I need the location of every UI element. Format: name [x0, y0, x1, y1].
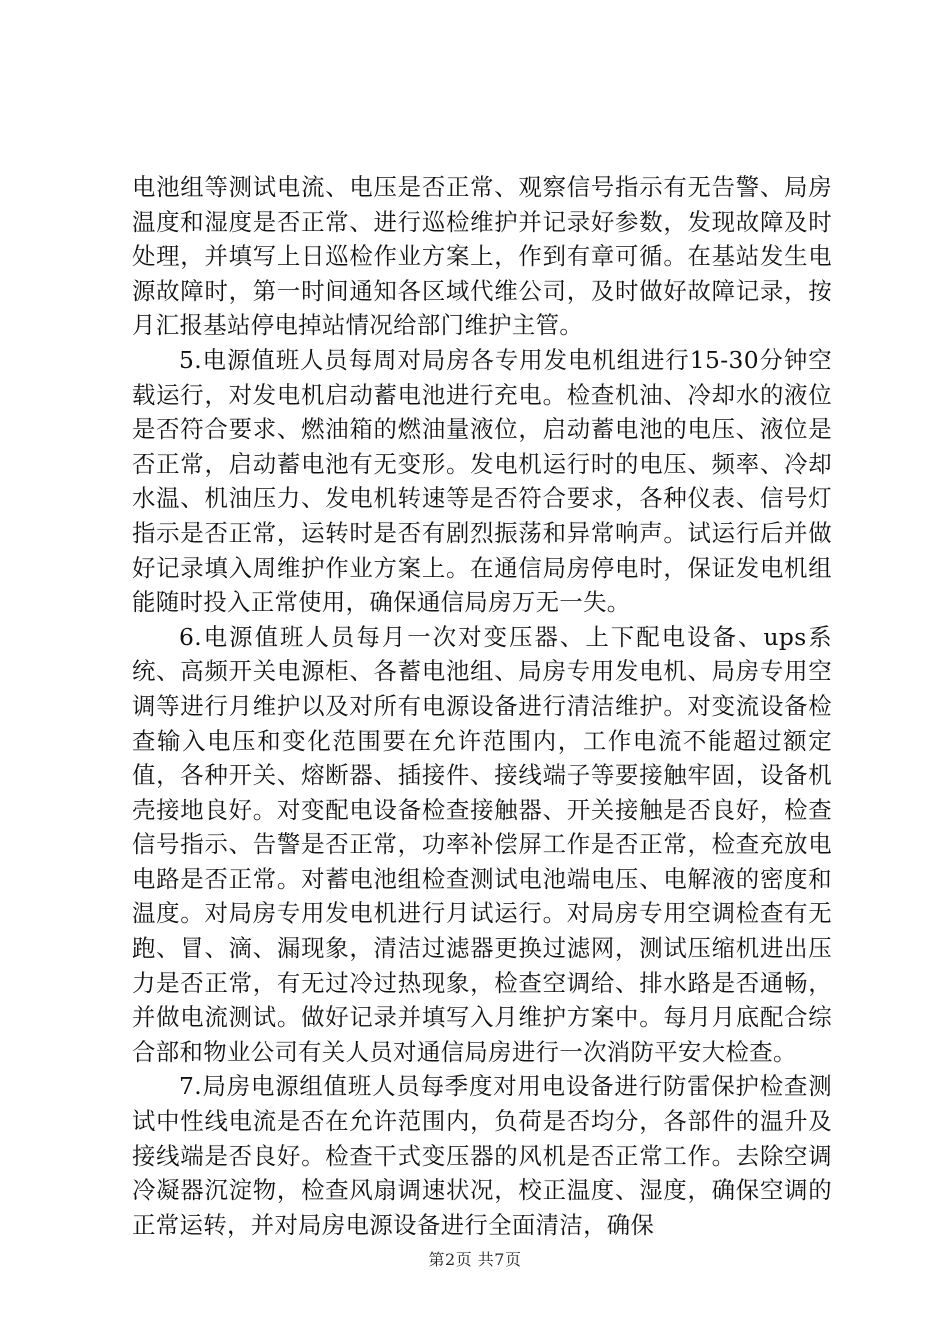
paragraph-item-7: 7.局房电源组值班人员每季度对用电设备进行防雷保护检查测试中性线电流是否在允许范围内，负荷是否均分，各部件的温升及接线端是否良好。检查干式变压器的风机是否正常工作。去除空调冷凝器沉淀物，检查风扇调速状况，校正温度、湿度，确保空调的正常运转，并对局房电源设备进行全面清洁，确保 — [132, 1072, 832, 1239]
paragraph-item-6: 6.电源值班人员每月一次对变压器、上下配电设备、ups系统、高频开关电源柜、各蓄电池组、局房专用发电机、局房专用空调等进行月维护以及对所有电源设备进行清洁维护。对变流设备检查输入电压和变化范围要在允许范围内，工作电流不能超过额定值，各种开关、熔断器、插接件、接线端子等要接触牢固，设备机壳接地良好。对变配电设备检查接触器、开关接触是否良好，检查信号指示、告警是否正常，功率补偿屏工作是否正常，检查充放电电路是否正常。对蓄电池组检查测试电池端电压、电解液的密度和温度。对局房专用发电机进行月试运行。对局房专用空调检查有无跑、冒、滴、漏现象，清洁过滤器更换过滤网，测试压缩机进出压力是否正常，有无过冷过热现象，检查空调给、排水路是否通畅，并做电流测试。做好记录并填写入月维护方案中。每月月底配合综合部和物业公司有关人员对通信局房进行一次消防平安大检查。 — [132, 622, 832, 1066]
document-body — [132, 170, 832, 1242]
paragraph-continuation: 电池组等测试电流、电压是否正常、观察信号指示有无告警、局房温度和湿度是否正常、进行巡检维护并记录好参数，发现故障及时处理，并填写上日巡检作业方案上，作到有章可循。在基站发生电源故障时，第一时间通知各区域代维公司，及时做好故障记录，按月汇报基站停电掉站情况给部门维护主管。 — [132, 173, 832, 340]
page-footer — [0, 1247, 950, 1270]
page-number-indicator: 第2页 共7页 — [428, 1250, 522, 1269]
paragraph-item-5: 5.电源值班人员每周对局房各专用发电机组进行15-30分钟空载运行，对发电机启动蓄电池进行充电。检查机油、冷却水的液位是否符合要求、燃油箱的燃油量液位，启动蓄电池的电压、液位是否正常，启动蓄电池有无变形。发电机运行时的电压、频率、冷却水温、机油压力、发电机转速等是否符合要求，各种仪表、信号灯指示是否正常，运转时是否有剧烈振荡和异常响声。试运行后并做好记录填入周维护作业方案上。在通信局房停电时，保证发电机组能随时投入正常使用，确保通信局房万无一失。 — [132, 345, 832, 617]
